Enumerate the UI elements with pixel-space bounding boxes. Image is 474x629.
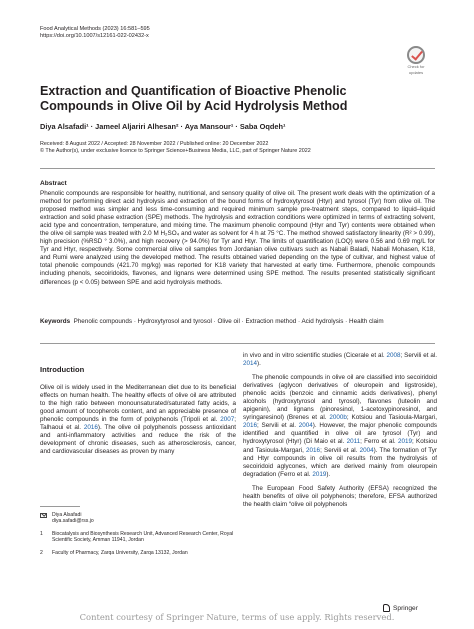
right-column	[243, 352, 437, 515]
citation-link[interactable]: 2004	[298, 422, 313, 430]
check-updates-label-2: updates	[408, 69, 424, 75]
citation-link[interactable]: 2008	[386, 352, 401, 359]
keywords	[40, 318, 435, 326]
citation-link[interactable]: 2004	[359, 446, 374, 454]
abstract-heading: Abstract	[40, 180, 67, 187]
citation-link[interactable]: 2019	[397, 438, 412, 446]
body-paragraph: The phenolic compounds in olive oil are classified into secoiridoid derivatives (aglycon derivatives of oleuropein and ligstroside), phenolic acids (benzoic and cinnamic acids derivatives), phenyl alcohols (hydroxytyrosol and tyrosol), flavones (luteolin and apigenin), and lignans (pinoresinol, 1-acetoxypinoresinol, and syringaresinol) (Brenes et al. 2000b; Kotsiou and Tasioula-Margari, 2016; Servili et al. 2004). However, the major phenolic compounds identified and quantified in olive oil are tyrosol (Tyr) and hydroxytyrosol (Htyr) (Di Maio et al. 2011; Ferro et al. 2019; Kotsiou and Tasioula-Margari, 2016; Servili et al. 2004). The formation of Tyr and Htyr compounds in olive oil results from the hydrolysis of secoiridoid aglycones, which are derived mainly from oleuropein degradation (Ferro et al. 2019).	[243, 374, 437, 478]
body-paragraph: in vivo and in vitro scientific studies (Cicerale et al. 2008; Servili et al. 2014).	[243, 352, 438, 368]
divider	[40, 343, 435, 344]
citation-link[interactable]: 2016	[83, 424, 98, 432]
affiliation	[40, 531, 236, 544]
springer-horse-icon	[383, 604, 390, 612]
citation-link[interactable]: 2019	[312, 470, 327, 478]
abstract-text: Phenolic compounds are responsible for healthy, nutritional, and sensory quality of olive oil. The present work deals with the optimization of a method for performing direct acid hydrolysis and extraction of the bound forms of hydroxytyrosol (Htyr) and tyrosol (Tyr) from olive oil. The proposed method was simpler and less time-consuming and required minimum sample pre-treatment steps, compared to liquid–liquid extraction and solid phase extraction (SPE) methods. The hydrolysis and extraction conditions were optimized in terms of extracting solvent, acid type and concentration, temperature, and mixing time. The maximum phenolic compound (Htyr and Tyr) contents were obtained when the olive oil sample was treated with 2.0 M H₂SO₄ and water as solvent for 4 h at 75 °C. The method showed satisfactory linearity (R² > 0.99), high precision (%RSD ° 3.0%), and high recovery (> 94.0%) for Tyr and Htyr. The limits of quantification (LOQ) were 0.56 and 0.69 mg/L for Tyr and Htyr, respectively. Some commercial olive oil samples from Jordanian olive cultivars such as Nabali Baladi, Nabali Mohasen, K18, and Rumi were analyzed using the developed method. The results obtained varied depending on the type of cultivar, and highest value of total phenolic compounds (421.70 mg/kg) was reported for K18 variety that harvested at early time. Furthermore, phenolic compounds including phenols, secoiridoids, flavones, and lignans were determined using SPE method. The results presented statistically significant differences (p < 0.05) between SPE and acid hydrolysis methods.	[40, 190, 435, 286]
check-updates-label-1: Check for	[407, 64, 425, 69]
check-updates-icon	[407, 46, 425, 64]
publication-dates	[40, 141, 311, 156]
citation-link[interactable]: 2000b	[329, 414, 347, 422]
journal-info	[40, 26, 150, 40]
author-list: Diya Alsafadi¹ · Jameel Aljariri Alhesan² · Aya Mansour¹ · Saba Oqdeh¹	[40, 122, 286, 131]
contact-email[interactable]: diya.safadi@rss.jo	[52, 518, 94, 525]
corresponding-author	[40, 512, 236, 525]
copyright-line: © The Author(s), under exclusive licence to Springer Science+Business Media, LLC, part of Springer Nature 2022	[40, 148, 311, 155]
affiliation-text: Faculty of Pharmacy, Zarqa University, Zarqa 13132, Jordan	[52, 549, 188, 556]
citation-link[interactable]: 2014	[243, 360, 258, 368]
history-dates: Received: 8 August 2022 / Accepted: 28 November 2022 / Published online: 20 December 2022	[40, 141, 269, 147]
footnotes	[40, 512, 236, 562]
keywords-list: Phenolic compounds · Hydroxytyrosol and tyrosol · Olive oil · Extraction method · Acid hydrolysis · Health claim	[73, 318, 384, 325]
affiliation-marker: 2	[40, 549, 43, 556]
check-for-updates-badge[interactable]	[402, 46, 430, 82]
contact-name: Diya Alsafadi	[52, 512, 82, 518]
article-title: Extraction and Quantification of Bioactive Phenolic Compounds in Olive Oil by Acid Hydrolysis Method	[40, 84, 348, 113]
affiliation	[40, 550, 236, 556]
journal-citation: Food Analytical Methods (2023) 16:581–595	[40, 26, 150, 32]
body-paragraph: The European Food Safety Authority (EFSA) recognized the health benefits of olive oil polyphenols; therefore, EFSA authorized the health claim “olive oil polyphenols	[243, 484, 437, 508]
courtesy-notice: Content courtesy of Springer Nature, terms of use apply. Rights reserved.	[79, 612, 395, 622]
publisher-name: Springer	[393, 604, 418, 612]
citation-link[interactable]: 2016	[306, 446, 321, 454]
introduction-heading: Introduction	[40, 365, 85, 374]
publisher-logo	[383, 604, 418, 612]
citation-link[interactable]: 2011	[346, 438, 361, 446]
keywords-label: Keywords	[40, 318, 71, 325]
footnote-divider	[40, 506, 80, 507]
affiliation-text: Biocatalysis and Biosynthesis Research Unit, Advanced Research Center, Royal Scientific Society, Amman 11941, Jordan	[52, 530, 234, 544]
citation-link[interactable]: 2016	[243, 422, 258, 430]
intro-paragraph: Olive oil is widely used in the Mediterranean diet due to its beneficial effects on human health. The healthy effects of olive oil are attributed to the high ratio between monounsaturated/saturated fatty acids, a good amount of tocopherols content, and an appreciable presence of phenolic compounds in the form of polyphenols (Tripoli et al. 2007; Talhaoui et al. 2016). The olive oil polyphenols possess antioxidant and anti-inflammatory activities and reduce the risk of the development of chronic diseases, such as atherosclerosis, cancer, and cardiovascular diseases as proven by many	[40, 384, 237, 456]
affiliation-marker: 1	[40, 530, 43, 537]
citation-link[interactable]: 2007	[220, 416, 235, 424]
divider	[40, 168, 435, 169]
doi-link[interactable]: https://doi.org/10.1007/s12161-022-02432-x	[40, 33, 149, 40]
left-column	[40, 366, 236, 462]
envelope-icon	[40, 513, 47, 518]
